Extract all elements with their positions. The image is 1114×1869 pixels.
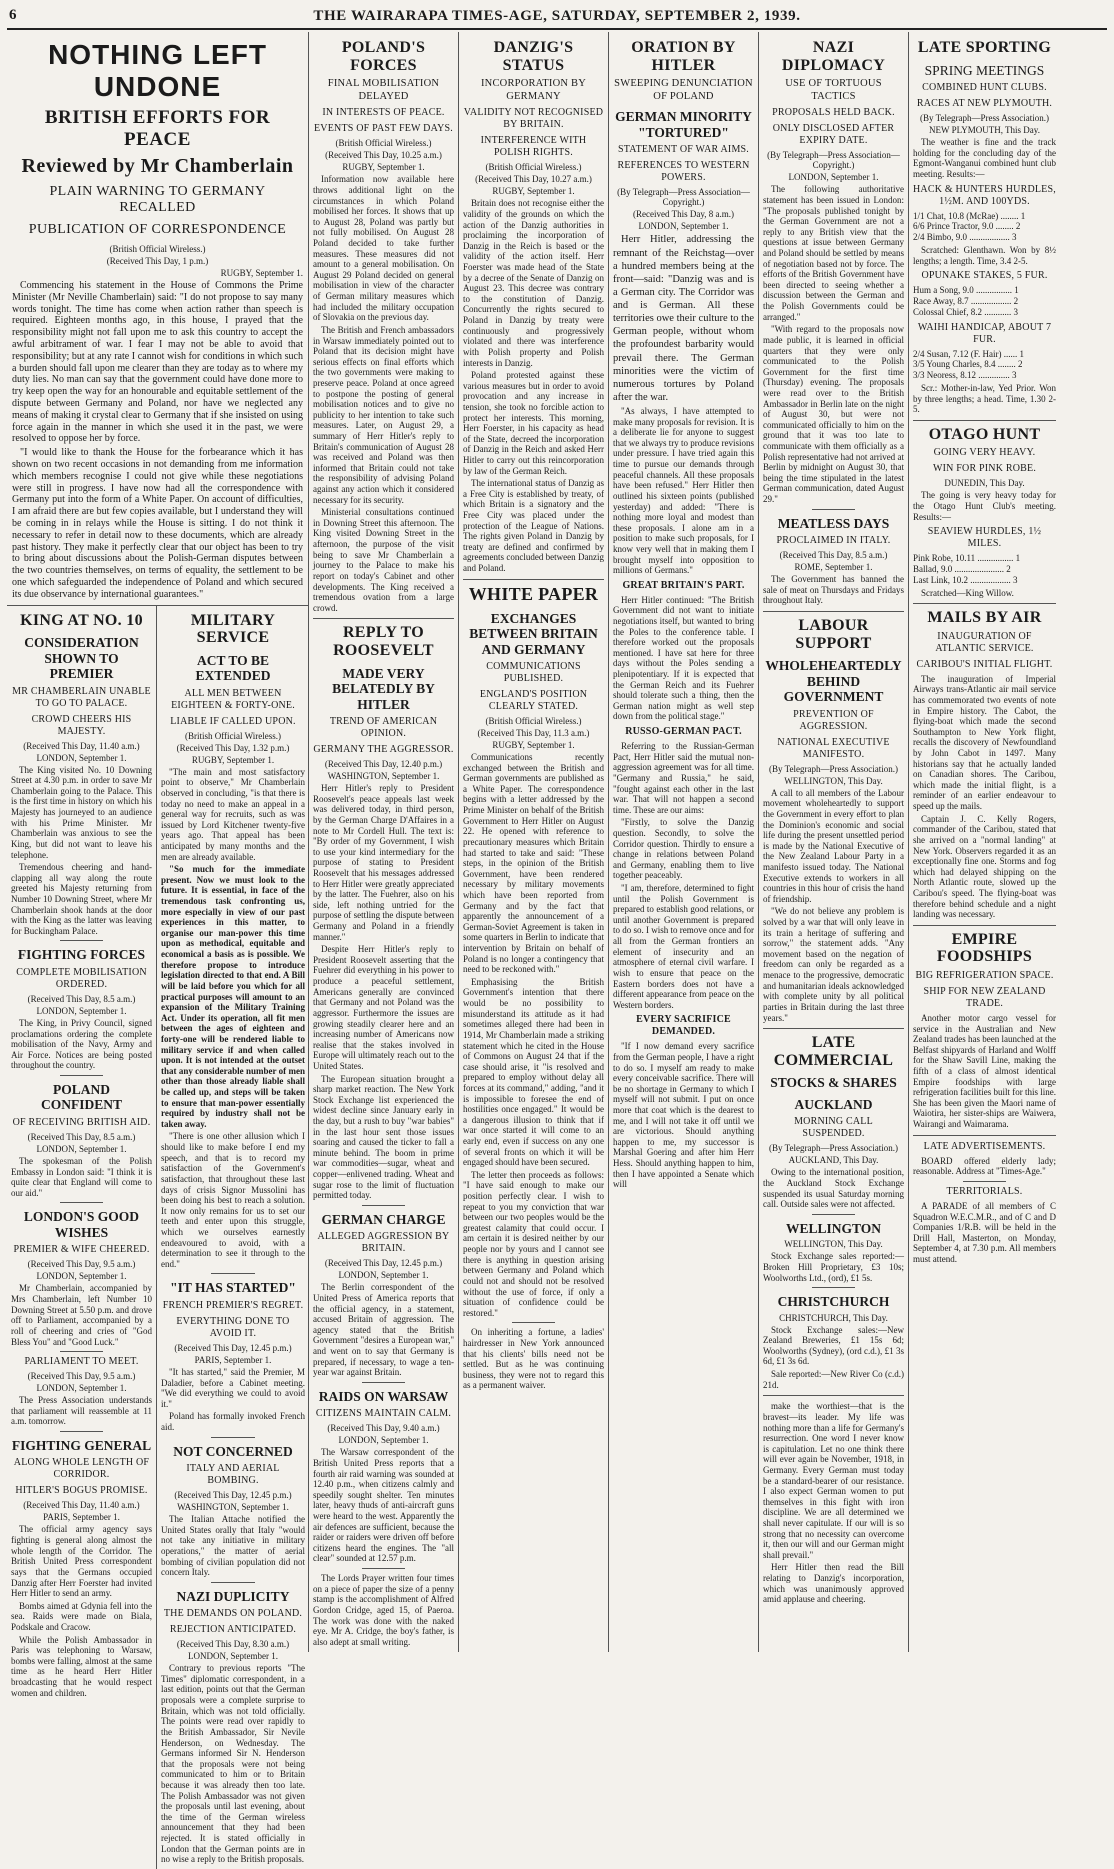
oration-paragraph: "As always, I have attempted to make many proposals for revision. It is a deliberate lie for anyone to suggest that we always try to produce revisions under pressure. I have tried again this time to pursue our demands through peaceful channels. All these proposals have been refused." Herr Hitler then outlined his sixteen points (published yesterday) and added: "There is nothing more loyal and modest than these proposals. I alone am in a position to make such proposals, for I know very well that in making them I brought myself into opposition to millions of Germans." [613,406,754,576]
sporting-headline: LATE SPORTING [917,39,1052,56]
column-lead [7,32,309,1865]
military-received: (Received This Day, 1.32 p.m.) [176,742,290,753]
nazi-diplomacy-deck-1: USE OF TORTUOUS TACTICS [785,78,882,102]
danzig-source: (British Official Wireless.) [485,162,582,173]
not-concerned-dateline: WASHINGTON, September 1. [177,1502,289,1513]
not-concerned-received: (Received This Day, 12.45 p.m.) [174,1490,292,1501]
forces-deck-1: FINAL MOBILISATION DELAYED [327,78,440,102]
race-result: 3/3 Neoress, 8.12 .............. 3 [913,370,1017,381]
military-paragraph: "So much for the immediate present. Now we must look to the future. It is essential, in face of the tremendous task confronting us, more especially in view of our past experiences in this matter, to organise our man-power this time upon as methodical, equitable and economical a basis as is possible. We therefore propose to introduce legislation directed to that end. A Bill will be laid before you which for all practical purposes will amount to an expansion of the Military Training Act. Under its operation, all fit men between the ages of eighteen and forty-one will be rendered liable to military service if and when called upon. It is not intended at the outset that any considerable number of men other than those already liable shall be called up, and steps will be taken to ensure that man-power essentially required by industry shall not be taken away. [161,864,305,1129]
danzig-paragraph: Poland protested against these various measures but in order to avoid provocation and any increase in tension, she took no forcible action to protect her interests. This morning, Herr Foerster, in his capacity as head of the State, decreed the incorporation of Danzig in the Reich and asked Herr Hitler to carry out this reincorporation by law of the German Reich. [463,370,604,476]
race-result: 6/6 Prince Tractor, 9.0 ........ 2 [913,221,1021,232]
newspaper-page [7,4,1107,1865]
fighting-general-paragraph: The official army agency says fighting is general along almost the whole length of the Corridor. The British United Press correspondent says that the Germans occupied Danzig after Herr Foerster had invited Herr Hitler to send an army. [11,1524,152,1599]
britain-part-subhead: GREAT BRITAIN'S PART. [622,579,745,591]
nazi-duplicity-received: (Received This Day, 8.30 a.m.) [176,1639,290,1650]
lead-deck-4: PUBLICATION OF CORRESPONDENCE [28,222,287,237]
race-title: WAIHI HANDICAP, ABOUT 7 FUR. [917,321,1052,345]
nazi-diplomacy-dateline: LONDON, September 1. [788,172,879,183]
every-sacrifice-paragraph: "If I now demand every sacrifice from the German people, I have a right to do so. I myself am ready to make every conceivable sacrifice. There will be no shortage in Germany to which I myself will not submit. I put on once more that coat which is the dearest to me, and I will not take it off until we are victorious. Should anything happen to me, my successor is Marshal Goering and after him Herr Hess. Should anything happen to him, then I have appointed a Senate which will [613,1041,754,1190]
race-result: Pink Robe, 10.11 ................ 1 [913,553,1021,564]
white-paper-headline: WHITE PAPER [468,583,599,604]
page-number: 6 [9,7,17,23]
white-paper-deck-1: EXCHANGES BETWEEN BRITAIN AND GERMANY [469,610,598,657]
lead-headline: NOTHING LEFT UNDONE [48,39,267,102]
danzig-dateline: RUGBY, September 1. [492,186,575,197]
column-nazi-diplomacy [759,32,909,1652]
parliament-paragraph: The Press Association understands that parliament will reassemble at 11 a.m. tomorrow. [11,1395,152,1427]
reply-deck-2: TREND OF AMERICAN OPINION. [329,716,438,740]
german-charge-paragraph: The Berlin correspondent of the United Press of America reports that the official agency, in a statement, accused Britain of aggression. The agency stated that the British Government "desires a European war," and went on to say that Germany is prepared, if necessary, to wage a ten-year war against Britain. [313,1282,454,1378]
race-notes: Scratched: Glenthawn. Won by 8½ lengths; a length. Time, 3.4 2-5. [913,244,1056,266]
started-paragraph: "It has started," said the Premier, M Daladier, before a Cabinet meeting. "We did everything we could to avoid it." [161,1366,305,1409]
christchurch-paragraph: Stock Exchange sales:—New Zealand Breweries, £1 15s 6d; Woolworths (Sydney), (ord c.d.), £1 3s 6d, £1 3s 6d. [763,1324,904,1367]
christchurch-paragraph: Sale reported:—New River Co (c.d.) 21d. [763,1369,904,1390]
race-result: Ballad, 9.0 ...................... 2 [913,563,1011,574]
meatless-headline: MEATLESS DAYS [777,515,890,531]
sporting-deck-3: RACES AT NEW PLYMOUTH. [916,98,1053,110]
reply-dateline: WASHINGTON, September 1. [327,771,440,782]
king-paragraph: The King visited No. 10 Downing Street at 4.30 p.m. in order to save Mr Chamberlain going to the Palace. This is the first time in history on which his Majesty has journeyed to an audience with his Prime Minister. Mr Chamberlain was anxious to see the King, but did not want to leave his telephone. [11,764,152,860]
parliament-dateline: LONDON, September 1. [36,1383,127,1394]
empire-deck-1: BIG REFRIGERATION SPACE. [915,969,1054,981]
raids-received: (Received This Day, 9.40 a.m.) [327,1423,440,1434]
sporting-deck-1: SPRING MEETINGS [924,62,1045,78]
fighting-general-deck-2: HITLER'S BOGUS PROMISE. [15,1485,148,1497]
auckland-deck: MORNING CALL SUSPENDED. [794,1116,873,1140]
commercial-headline: LATE COMMERCIAL [773,1034,894,1069]
race-title: SEAVIEW HURDLES, 1½ MILES. [927,526,1042,550]
mails-paragraph: The inauguration of Imperial Airways trans-Atlantic air mail service has commemorated two events of note in Empire history. The Cabot, the flying-boat which made the second Southampton to New York flight, recalls the discovery of Newfoundland by John Cabot in 1497. Many historians say that he actually landed on Canadian shores. The Caribou, which made the initial flight, is a reminder of an earlier endeavour to speed up the mails. [913,673,1056,812]
oration-deck-4: REFERENCES TO WESTERN POWERS. [617,160,750,184]
fighting-general-deck: ALONG WHOLE LENGTH OF CORRIDOR. [13,1457,150,1481]
london-wishes-headline: LONDON'S GOOD WISHES [23,1209,140,1240]
oration-dateline: LONDON, September 1. [638,221,729,232]
auckland-source: (By Telegraph—Press Association.) [769,1143,898,1154]
otago-deck-2: WIN FOR PINK ROBE. [932,463,1037,475]
king-paragraph: Tremendous cheering and hand-clapping all way along the route greeted his Majesty returning from Number 10 Downing Street, where Mr Chamberlain shook hands at the door with the King as the latter was leaving for Buckingham Palace. [11,862,152,936]
wellington-paragraph: Stock Exchange sales reported:—Broken Hill Proprietary, £3 10s; Woolworths Ltd., (ord), £1 5s. [763,1251,904,1283]
reply-paragraph: Herr Hitler's reply to President Roosevelt's peace appeals last week was delivered today, in third person, by the German Charge D'Affaires in a note to Mr Cordell Hull. The text is: "By order of my Government, I wish to use your kind intermediary for the purpose of stating to President Roosevelt that his messages addressed to Herr Hitler were greatly appreciated by the latter. The Fuehrer, also on his side, left nothing untried for the purpose of settling the dispute between Germany and Poland in a friendly manner." [313,783,454,942]
column-sporting [909,32,1060,1652]
race-notes: Scratched—King Willow. [921,587,1014,598]
lead-deck-1: BRITISH EFFORTS FOR PEACE [44,107,271,150]
king-received: (Received This Day, 11.40 a.m.) [23,740,140,751]
white-paper-deck-3: ENGLAND'S POSITION CLEARLY STATED. [479,689,588,713]
empire-headline: EMPIRE FOODSHIPS [936,930,1033,966]
king-headline: KING AT NO. 10 [20,611,143,629]
labour-deck-1: WHOLEHEARTEDLY BEHIND GOVERNMENT [765,658,902,705]
mails-deck-2: CARIBOU'S INITIAL FLIGHT. [916,658,1053,670]
london-wishes-deck: PREMIER & WIFE CHEERED. [13,1244,150,1256]
auckland-headline: AUCKLAND [794,1096,873,1112]
forces-paragraph: The British and French ambassadors in Warsaw immediately pointed out to Poland that its decision might have serious effects on final efforts which the two governments were making to preserve peace. Poland at once agreed to postpone the posting of general mobilisation notices and to give no publicity to her intention to take such measures. Later, on August 29, a summary of Herr Hitler's reply to Britain's communication of August 28 was received and Poland was then informed that Britain could not take the responsibility of advising Poland against any action which it considered necessary for its security. [313,324,454,505]
fighting-general-received: (Received This Day, 11.40 a.m.) [23,1500,140,1511]
oration-source: (By Telegraph—Press Association—Copyright.) [617,187,750,208]
territorials-headline: TERRITORIALS. [946,1185,1023,1197]
poland-confident-dateline: LONDON, September 1. [36,1144,127,1154]
lead-received: (Received This Day, 1 p.m.) [106,256,209,266]
subcolumn-military [157,606,309,1869]
danzig-deck-2: VALIDITY NOT RECOGNISED BY BRITAIN. [463,107,604,131]
german-charge-deck: ALLEGED AGGRESSION BY BRITAIN. [317,1231,450,1255]
fighting-general-headline: FIGHTING GENERAL [11,1437,152,1453]
columns [7,32,1107,1865]
column-oration [609,32,759,1652]
white-paper-paragraph: Communications recently exchanged between the British and German governments are published as a White Paper. The correspondence begins with a letter addressed by the Prime Minister on behalf of the British Government to Herr Hitler on August 22. He opened with reference to precautionary measures which Britain had started to take and said: "These steps, in the opinion of the British Government, have been rendered necessary by military movements which have been reported from Germany and by the fact that apparently the announcement of a German-Soviet Agreement is taken in some quarters in Berlin to indicate that intervention by Britain on behalf of Poland is no longer a contingency that need to be reckoned with." [463,752,604,975]
mails-paragraph: Captain J. C. Kelly Rogers, commander of the Caribou, stated that she arrived on a "normal landing" at New York. Observers regarded it as an exceptionally fine one. Storms and fog which had delayed shipping on the North Atlantic route, slowed up the Caribou's speed. The flying-boat was therefore behind schedule and a night landing was necessary. [913,813,1056,920]
meatless-received: (Received This Day, 8.5 a.m.) [779,550,888,561]
military-deck-3: LIABLE IF CALLED UPON. [170,715,296,727]
commercial-deck: STOCKS & SHARES [770,1075,897,1091]
fighting-forces-received: (Received This Day, 8.5 a.m.) [27,993,136,1004]
nazi-diplomacy-paragraph: "With regard to the proposals now made public, it is learned in official quarters that they were only communicated to the Polish Government for the first time (Thursday) evening. The proposals were read over to the British Ambassador in Berlin late on the night of August 30, but were not communicated officially to him on the ground that it was too late to communicate with them officially as a Polish representative had not arrived at Berlin by midnight on August 30, that being the time stipulated in the latest German communication, dated August 29." [763,324,904,505]
christchurch-headline: CHRISTCHURCH [777,1294,890,1310]
oration-continued-paragraph: Herr Hitler then read the Bill relating to Danzig's incorporation, which was unanimously approved amid applause and cheering. [763,1562,904,1605]
forces-deck-3: EVENTS OF PAST FEW DAYS. [313,123,453,135]
every-sacrifice-subhead: EVERY SACRIFICE DEMANDED. [636,1014,731,1038]
otago-headline: OTAGO HUNT [928,425,1041,443]
lead-source: (British Official Wireless.) [109,244,206,254]
nazi-duplicity-deck-2: REJECTION ANTICIPATED. [169,1624,297,1636]
nazi-diplomacy-deck-2: PROPOSALS HELD BACK. [772,107,895,119]
started-paragraph: Poland has formally invoked French aid. [161,1411,305,1432]
subcolumn-king [7,606,157,1869]
reply-headline: REPLY TO ROOSEVELT [333,624,434,659]
white-paper-deck-2: COMMUNICATIONS PUBLISHED. [486,661,581,685]
race-title: OPUNAKE STAKES, 5 FUR. [921,270,1048,282]
reply-deck-1: MADE VERY BELATEDLY BY HITLER [332,665,435,712]
lead-paragraph: "I would like to thank the House for the forbearance which it has shown on two recent occasions in not demanding from me information which members recognise I could not give while these negotiations were still in progress. I have now had all the correspondence with Germany put into the form of a White Paper. On account of difficulties, I am afraid there are but few copies available, but I understand they will be coming in in relays while the House is sitting. I do not think it necessary to refer in detail now to these documents, which are already past history. They make it perfectly clear that our object has been to try to bring about discussions about the Polish-German disputes between the two countries themselves, on terms of equality, the settlement to be one which safeguarded the independence of Poland and which secured its due observance by international guarantees." [12,447,303,600]
london-wishes-dateline: LONDON, September 1. [36,1271,127,1282]
fighting-forces-paragraph: The King, in Privy Council, signed proclamations ordering the complete mobilisation of the Navy, Army and Air Force. Notices are being posted throughout the country. [11,1017,152,1071]
started-dateline: PARIS, September 1. [194,1354,272,1365]
king-deck-2: MR CHAMBERLAIN UNABLE TO GO TO PALACE. [12,685,151,709]
king-deck-3: CROWD CHEERS HIS MAJESTY. [31,713,132,737]
forces-source: (British Official Wireless.) [335,138,432,149]
poland-confident-headline: POLAND CONFIDENT [40,1081,122,1113]
reply-received: (Received This Day, 12.40 p.m.) [324,759,443,770]
king-dateline: LONDON, September 1. [36,752,127,763]
started-deck-2: EVERYTHING DONE TO AVOID IT. [176,1315,290,1339]
fighting-general-paragraph: Bombs aimed at Gdynia fell into the sea. Raids were made on Biala, Podskale and Cracow. [11,1600,152,1632]
oration-continued-paragraph: make the worthiest—that is the bravest—its leader. My life was nothing more than a life for Germany's resurrection. One word I never know is capitulation. Let no one think there will ever again be November, 1918, in Germany. Every German must today be a standard-bearer of our resistance. I also expect German women to put themselves in this fight with iron discipline. We are all determined we shall never capitulate. If our will is so strong that no necessity can overcome it, then our will and our German might shall prevail." [763,1401,904,1560]
danzig-headline: DANZIG'S STATUS [493,39,574,74]
danzig-deck-3: INTERFERENCE WITH POLISH RIGHTS. [480,135,587,159]
military-source: (British Official Wireless.) [184,730,282,741]
nazi-diplomacy-headline: NAZI DIPLOMACY [781,39,886,74]
parliament-headline: PARLIAMENT TO MEET. [24,1356,139,1368]
military-dateline: RUGBY, September 1. [191,754,275,765]
wellington-dateline: WELLINGTON, This Day. [784,1239,883,1250]
white-paper-dateline: RUGBY, September 1. [492,740,575,751]
reply-deck-3: GERMANY THE AGGRESSOR. [313,744,454,756]
danzig-paragraph: Britain does not recognise either the validity of the grounds on which the action of the Danzig authorities in proclaiming the incorporation of Danzig in the Reich is based or the validity of the action itself. Herr Foerster was made head of the State by a decree of the Senate of Danzig on August 23. This decree was contrary to the constitution of Danzig. Concurrently the rights secured to Poland in Danzig by treaty were continuously and progressively violated and there was interference with Polish property and Polish interests in Danzig. [463,198,604,368]
nazi-duplicity-paragraph: Contrary to previous reports "The Times" diplomatic correspondent, in a last edition, points out that the German proposals were a complete surprise to Britain, which was not told officially. The points were read over rapidly to the British Ambassador, Sir Nevile Henderson, on Wednesday. The Germans informed Sir N. Henderson that the proposals were not being communicated to him or to Britain because it was already then too late. The Polish Ambassador was not given the proposals until last evening, about the time of the German wireless announcement that they had been rejected. It is stated officially in London that the German points are in no wise a reply to the British proposals. [161,1663,305,1865]
not-concerned-paragraph: The Italian Attache notified the United States orally that Italy "would not take any initiative in military operations," the matter of aerial bombing of civilian population did not concern Italy. [161,1514,305,1578]
otago-dateline: DUNEDIN, This Day. [944,478,1025,489]
fighting-forces-dateline: LONDON, September 1. [36,1005,127,1016]
military-paragraph: "There is one other allusion which I should like to make before I end my speech, and that is to record my satisfaction of the Government's satisfaction, that throughout these last days of crisis Signor Mussolini has been doing his best to reach a solution. It now only remains for us to set our teeth and enter upon this struggle, which we ourselves earnestly endeavoured to avoid, with a determination to see it through to the end." [161,1131,305,1269]
raids-paragraph: The Warsaw correspondent of the British United Press reports that a fourth air raid warning was sounded at 12.40 p.m., when citizens calmly and speedily sought shelter. Ten minutes later, heavy thuds of anti-aircraft guns were heard to the west. Apparently the air defences are sufficient, because the raider or raiders were driven off before citizens heard the engines. The "all clear" sounded at 12.57 p.m. [313,1447,454,1564]
nazi-duplicity-dateline: LONDON, September 1. [188,1651,278,1662]
fighting-general-dateline: PARIS, September 1. [43,1512,120,1523]
labour-dateline: WELLINGTON, This Day. [784,775,883,786]
lead-paragraph: Commencing his statement in the House of Commons the Prime Minister (Mr Neville Chamberlain) said: "I do not propose to say many words tonight. The time has come when action rather than speech is required. Eighteen months ago, in this house, I prayed that the responsibility might not fall upon me to ask this country to accept the awful arbitrament of war. I fear I may not be able to avoid that responsibility; but at any rate I cannot wish for conditions in which such a burden should fall upon me clearer than they are today as to where my duty lies. No man can say that the government could have done more to try keep open the way for an honourable and equitable settlement of the dispute between Germany and Poland, nor have we neglected any means of making it crystal clear to Germany that if she insisted on using force again in the manner in which she used it in the past, we were resolved to oppose her by force. [12,280,303,445]
oration-deck-1: SWEEPING DENUNCIATION OF POLAND [614,78,753,102]
race-result: Hum a Song, 9.0 ................ 1 [913,285,1019,296]
sporting-paragraph: The weather is fine and the track holding for the concluding day of the Egmont-Wanganui combined hunt club meeting. Results:— [913,137,1056,179]
nazi-duplicity-headline: NAZI DUPLICITY [176,1588,290,1604]
white-paper-source: (British Official Wireless.) [485,716,582,727]
russo-german-paragraph: "I am, therefore, determined to fight until the Polish Government is prepared to establish good relations, or until another Government is prepared to do so. I wish to remove once and for all from the German frontiers an element of insecurity and an atmosphere of eternal civil warfare. I wish to ensure that peace on the Eastern borders does not have a different appearance from peace on the Western borders. [613,883,754,1010]
labour-deck-2: PREVENTION OF AGGRESSION. [793,708,874,732]
empire-deck-2: SHIP FOR NEW ZEALAND TRADE. [923,985,1046,1009]
race-result: Race Away, 8.7 .................. 2 [913,295,1019,306]
advertisement: A PARADE of all members of C Squadron W.E.C.M.R., and of C and D Companies 1/R.B. will be held in the Drill Hall, Masterton, on Monday, September 4, at 7.30 p.m. All members must attend. [913,1200,1056,1264]
meatless-dateline: ROME, September 1. [794,562,873,573]
nazi-diplomacy-source: (By Telegraph—Press Association—Copyright.) [767,150,900,171]
britain-part-paragraph: Herr Hitler continued: "The British Government did not want to initiate negotiations itself, but wanted to bring the Poles to the conference table. I therefore worked out the proposals mentioned. I have sat here for three days without the Poles sending a plenipotentiary. If it is expected that the German Reich and its Fuehrer should tolerate such a thing, then the German nation might as well step down from the political stage." [613,594,754,722]
masthead [7,4,1107,30]
raids-deck: CITIZENS MAINTAIN CALM. [315,1408,452,1420]
started-deck-1: FRENCH PREMIER'S REGRET. [162,1299,304,1311]
russo-german-paragraph: "Firstly, to solve the Danzig question. Secondly, to solve the Corridor question. Thirdly to ensure a change in relations between Poland and Germany, enabling them to live together peaceably. [613,817,754,881]
poland-confident-deck: OF RECEIVING BRITISH AID. [12,1117,151,1128]
late-ads-headline: LATE ADVERTISEMENTS. [923,1140,1046,1152]
filler-paragraph: On inheriting a fortune, a ladies' hairdresser in New York announced that his clients' bills need not be settled. But as he was continuing business, they were not to regard this as a permanent waiver. [463,1327,604,1391]
mails-deck-1: INAUGURATION OF ATLANTIC SERVICE. [935,630,1034,654]
nazi-diplomacy-paragraph: The following authoritative statement has been issued in London: "The proposals published tonight by the German Government are not a reply to any British view that the questions at issue between Germany and Poland should be settled by means of negotiation based not by force. The efforts of the British Government have been directed to seeing whether a discussion between the German and the Polish Governments could be arranged." [763,184,904,322]
labour-paragraph: A call to all members of the Labour movement wholeheartedly to support the Government in every effort to plan the Dominion's economic and social life during the present unsettled period is made by the National Executive of the New Zealand Labour Party in a manifesto issued today. The National Executive extends to workers in all countries in this hour of crisis the hand of friendship. [763,787,904,904]
race-title: HACK & HUNTERS HURDLES, 1½M. AND 100YDS. [913,183,1056,207]
meatless-deck: PROCLAIMED IN ITALY. [776,535,891,547]
danzig-received: (Received This Day, 10.27 a.m.) [475,174,592,185]
military-deck-2: ALL MEN BETWEEN EIGHTEEN & FORTY-ONE. [171,687,295,711]
german-charge-dateline: LONDON, September 1. [338,1270,429,1281]
fighting-forces-deck: COMPLETE MOBILISATION ORDERED. [16,966,147,990]
military-headline: MILITARY SERVICE [190,611,276,647]
lead-subcolumns [7,605,308,1865]
race-result: Colossal Chief, 8.2 ............ 3 [913,306,1018,317]
labour-source: (By Telegraph—Press Association.) [769,763,898,774]
russo-german-subhead: RUSSO-GERMAN PACT. [625,726,742,738]
russo-german-paragraph: Referring to the Russian-German Pact, Herr Hitler said the mutual non-aggression agreement was for all time. "Germany and Russia," he said, "fought against each other in the last war. That will not happen a second time. These are our aims: [613,741,754,815]
reply-paragraph: The European situation brought a sharp market reaction. The New York Stock Exchange list experienced the widest decline since January early in the day, but a rush to buy "war babies" in the last hour sent those issues soaring and caused the ticker to fall a minute behind. The boom in prime war commodities—sugar, wheat and copper—enlivened trading. Wheat and sugar rose to the limit of fluctuation permitted today. [313,1073,454,1201]
not-concerned-headline: NOT CONCERNED [173,1443,293,1459]
labour-deck-3: NATIONAL EXECUTIVE MANIFESTO. [777,736,890,760]
lead-deck-2: Reviewed by Mr Chamberlain [21,155,294,177]
king-deck-1: CONSIDERATION SHOWN TO PREMIER [24,635,139,682]
christchurch-dateline: CHRISTCHURCH, This Day. [779,1312,888,1323]
forces-deck-2: IN INTERESTS OF PEACE. [322,107,445,119]
advertisement: BOARD offered elderly lady; reasonable. Address at "Times-Age." [913,1155,1056,1177]
white-paper-paragraph: The letter then proceeds as follows: "I have said enough to make our position perfectly clear. I wish to repeat to you my conviction that war between our two peoples would be the greatest calamity that could occur. I am certain it is desired neither by our people nor by yours and I cannot see there is anything in question arising between Germany and Poland which could not and should not be resolved without the use of force, if only a situation of confidence could be restored." [463,1169,604,1318]
white-paper-received: (Received This Day, 11.3 a.m.) [477,728,590,739]
parliament-received: (Received This Day, 9.5 a.m.) [27,1371,136,1382]
raids-headline: RAIDS ON WARSAW [318,1388,449,1404]
fighting-forces-headline: FIGHTING FORCES [17,947,146,963]
forces-dateline: RUGBY, September 1. [342,162,425,173]
otago-paragraph: The going is very heavy today for the Otago Hunt Club's meeting. Results:— [913,490,1056,522]
poland-confident-received: (Received This Day, 8.5 a.m.) [27,1132,136,1142]
lead-dateline: RUGBY, September 1. [220,268,303,278]
race-result: 2/4 Bimbo, 9.0 .................. 3 [913,232,1017,243]
sporting-dateline: NEW PLYMOUTH, This Day. [929,125,1040,136]
oration-headline: ORATION BY HITLER [631,39,736,74]
labour-headline: LABOUR SUPPORT [795,617,872,652]
nazi-duplicity-deck-1: THE DEMANDS ON POLAND. [163,1608,303,1620]
london-wishes-received: (Received This Day, 9.5 a.m.) [27,1259,136,1270]
oration-paragraph: Herr Hitler, addressing the remnant of the Reichstag—over a hundred members being at the front—said: "Danzig was and is a German city. The Corridor was and is German. All these territories owe their culture to the German people, without whom the profoundest barbarity would prevail there. The German minorities were the victim of numerous tortures by Poland after the war. [613,234,754,403]
german-charge-headline: GERMAN CHARGE [321,1211,446,1227]
newspaper-title: THE WAIRARAPA TIMES-AGE, SATURDAY, SEPTEMBER 2, 1939. [313,7,801,24]
race-notes: Scr.: Mother-in-law, Yed Prior. Won by three lengths; a head. Time, 1.30 2-5. [913,382,1056,415]
started-received: (Received This Day, 12.45 p.m.) [174,1342,292,1353]
race-result: Last Link, 10.2 .................. 3 [913,574,1018,585]
forces-paragraph: Information now available here throws additional light on the circumstances in which Poland mobilised her forces. It shows that up to August 28, Poland was partly but not fully mobilised. On August 28 Poland decided to take further measures. These measures did not amount to a general mobilisation. On August 29 Poland decided on general mobilisation in view of the character of German military measures which had included the military occupation of Slovakia on the previous day. [313,174,454,323]
danzig-paragraph: The international status of Danzig as a Free City is established by treaty, of which Britain is a signatory and the Free City was placed under the protection of the League of Nations. The rights given Poland in Danzig by treaty are defined and confirmed by agreements concluded between Danzig and Poland. [463,478,604,574]
lead-deck-3: PLAIN WARNING TO GERMANY RECALLED [49,184,266,215]
wellington-headline: WELLINGTON [785,1220,882,1236]
lead-story [7,39,308,601]
mails-headline: MAILS BY AIR [927,609,1042,627]
forces-paragraph: Ministerial consultations continued in Downing Street this afternoon. The King visited Downing Street in the afternoon, the purpose of the visit being to save Mr Chamberlain a journey to the Palace to make his report on today's Cabinet and other developments. The King received a tremendous ovation from a large crowd. [313,507,454,613]
forces-received: (Received This Day, 10.25 a.m.) [325,150,442,161]
raids-dateline: LONDON, September 1. [338,1435,429,1446]
sporting-deck-2: COMBINED HUNT CLUBS. [922,82,1047,94]
empire-paragraph: Another motor cargo vessel for service in the Australian and New Zealand trades has been launched at the Belfast shipyards of Harland and Wolff for the Shaw Savill Line, making the fifth of a class of almost identical Empire foodships with large refrigeration facilities built for this line. She has been given the Maori name of Waiotira, her sister-ships are Waiwera, Wairangi and Waimarama. [913,1012,1056,1130]
white-paper-paragraph: Emphasising the British Government's intention that there would be no possibility to misunderstand its attitude as it had sometimes alleged there had been in 1914, Mr Chamberlain made a striking statement which he cited in the House of Commons on August 24 that if the case should arise, it "is resolved and prepared to employ without delay all forces at its command," adding, "and it is impossible to foresee the end of hostilities once engaged." It would be a dangerous illusion to think that if war once started it will come to an early end, even if success on any one of several fronts on which it will be engaged should have been secured. [463,976,604,1168]
labour-paragraph: "We do not believe any problem is solved by a war that will only leave in its train a heritage of suffering and sorrow," the statement adds. "Any movement based on the negation of freedom can only be regarded as a menace to the progressive, democratic and humanitarian ideals acknowledged with complete unity by all political parties in Britain during the last three years." [763,906,904,1023]
meatless-paragraph: The Government has banned the sale of meat on Thursdays and Fridays throughout Italy. [763,574,904,606]
column-danzig [459,32,609,1652]
race-result: 3/5 Young Charles, 8.4 ........ 2 [913,359,1023,370]
sporting-source: (By Telegraph—Press Association.) [920,113,1049,124]
military-paragraph: "The main and most satisfactory point to observe," Mr Chamberlain observed in concluding, "is that there is today no need to make an appeal in a general way for recruits, such as was issued by Lord Kitchener twenty-five years ago. That appeal has been anticipated by many months and the men are already available. [161,766,305,862]
auckland-paragraph: Owing to the international position, the Auckland Stock Exchange suspended its usual Saturday morning call. Outside sales were not affected. [763,1167,904,1210]
nazi-diplomacy-deck-3: ONLY DISCLOSED AFTER EXPIRY DATE. [772,123,895,147]
column-polands-forces [309,32,459,1652]
fighting-general-paragraph: While the Polish Ambassador in Paris was telephoning to Warsaw, bombs were falling, almost at the same time as he heard Herr Hitler broadcasting that he would respect women and children. [11,1634,152,1698]
otago-deck-1: GOING VERY HEAVY. [933,447,1036,459]
london-wishes-paragraph: Mr Chamberlain, accompanied by Mrs Chamberlain, left Number 10 Downing Street at 5.50 p.m. and drove off to Parliament, accompanied by a roll of cheering and cries of "God Bless You" and "Good Luck." [11,1283,152,1347]
poland-confident-paragraph: The spokesman of the Polish Embassy in London said: "I think it is quite clear that England will come to our aid." [11,1156,152,1198]
auckland-dateline: AUCKLAND, This Day. [788,1155,879,1166]
german-charge-received: (Received This Day, 12.45 p.m.) [324,1258,443,1269]
filler-paragraph: The Lords Prayer written four times on a piece of paper the size of a penny stamp is the accomplishment of Alfred Gordon Cridge, aged 15, of Paeroa. The work was done with the naked eye. Mr A. Cridge, the boy's father, is also adept at small writing. [313,1573,454,1647]
forces-headline: POLAND'S FORCES [341,39,426,74]
oration-deck-2: GERMAN MINORITY "TORTURED" [615,109,752,140]
oration-received: (Received This Day, 8 a.m.) [633,209,734,220]
started-headline: "IT HAS STARTED" [170,1280,296,1296]
danzig-deck-1: INCORPORATION BY GERMANY [480,78,586,102]
reply-paragraph: Despite Herr Hitler's reply to President Roosevelt asserting that the Fuehrer did everything in his power to produce a peaceful settlement, Americans generally are convinced that Germany and not Poland was the aggressor. Furthermore the issues are growing steadily clearer here and an increasing number of Americans now realise that the stakes involved in Europe will ultimately reach out to the United States. [313,944,454,1071]
race-result: 2/4 Susan, 7.12 (F. Hair) ...... 1 [913,348,1025,359]
oration-deck-3: STATEMENT OF WAR AIMS. [617,144,750,156]
military-deck-1: ACT TO BE EXTENDED [195,652,271,684]
not-concerned-deck: ITALY AND AERIAL BOMBING. [186,1463,280,1487]
race-result: 1/1 Chat, 10.8 (McRae) ........ 1 [913,210,1026,221]
